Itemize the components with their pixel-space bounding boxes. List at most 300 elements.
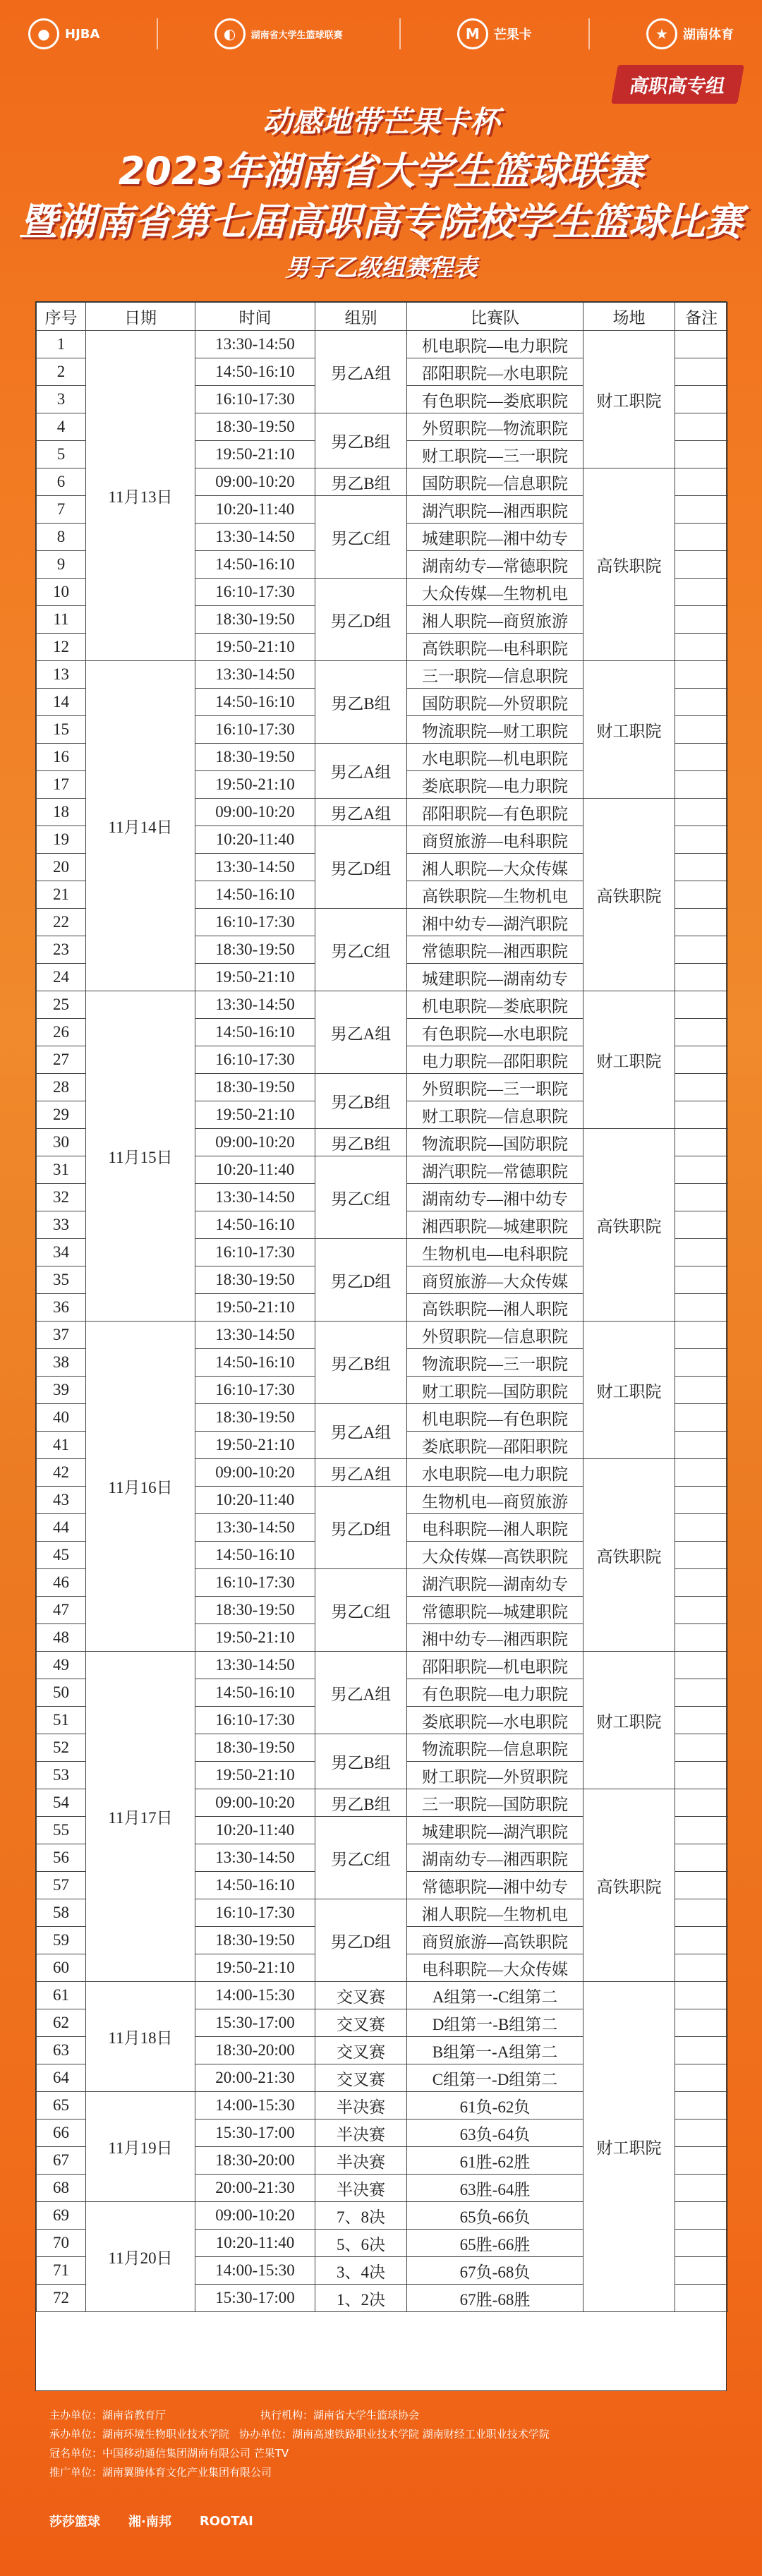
time-cell: 18:30-19:50 bbox=[195, 744, 315, 771]
table-header-row bbox=[37, 303, 728, 331]
time-cell: 18:30-19:50 bbox=[195, 1734, 315, 1762]
teams-cell: 财工职院—信息职院 bbox=[407, 1101, 583, 1129]
venue-cell: 财工职院 bbox=[583, 1982, 675, 2312]
time-cell: 18:30-19:50 bbox=[195, 1266, 315, 1294]
row-index: 46 bbox=[37, 1569, 86, 1597]
group-cell: 3、4决 bbox=[315, 2257, 407, 2285]
group-cell: 男乙A组 bbox=[315, 1459, 407, 1487]
time-cell: 10:20-11:40 bbox=[195, 1487, 315, 1514]
group-cell: 男乙B组 bbox=[315, 1789, 407, 1817]
group-cell: 半决赛 bbox=[315, 2175, 407, 2202]
row-index: 37 bbox=[37, 1322, 86, 1349]
time-cell: 13:30-14:50 bbox=[195, 1184, 315, 1211]
time-cell: 14:50-16:10 bbox=[195, 1542, 315, 1569]
group-cell: 男乙C组 bbox=[315, 1817, 407, 1899]
teams-cell: 高铁职院—电科职院 bbox=[407, 634, 583, 661]
time-cell: 14:50-16:10 bbox=[195, 1019, 315, 1046]
table-row bbox=[37, 1322, 728, 1349]
schedule-table bbox=[36, 302, 728, 2312]
table-row bbox=[37, 1652, 728, 1679]
remark-cell bbox=[675, 1184, 728, 1211]
row-index: 56 bbox=[37, 1844, 86, 1872]
teams-cell: 65负-66负 bbox=[407, 2202, 583, 2230]
remark-cell bbox=[675, 1487, 728, 1514]
row-index: 62 bbox=[37, 2009, 86, 2037]
remark-cell bbox=[675, 441, 728, 468]
remark-cell bbox=[675, 881, 728, 909]
time-cell: 19:50-21:10 bbox=[195, 1624, 315, 1652]
venue-cell: 高铁职院 bbox=[583, 468, 675, 661]
remark-cell bbox=[675, 1349, 728, 1377]
group-cell: 男乙B组 bbox=[315, 413, 407, 468]
row-index: 68 bbox=[37, 2175, 86, 2202]
row-index: 1 bbox=[37, 331, 86, 358]
time-cell: 13:30-14:50 bbox=[195, 1844, 315, 1872]
row-index: 40 bbox=[37, 1404, 86, 1432]
row-index: 51 bbox=[37, 1707, 86, 1734]
row-index: 48 bbox=[37, 1624, 86, 1652]
teams-cell: 城建职院—湘中幼专 bbox=[407, 524, 583, 551]
logo-text-hjba: HJBA bbox=[65, 26, 100, 42]
teams-cell: 外贸职院—信息职院 bbox=[407, 1322, 583, 1349]
teams-cell: 湘西职院—城建职院 bbox=[407, 1211, 583, 1239]
remark-cell bbox=[675, 524, 728, 551]
row-index: 42 bbox=[37, 1459, 86, 1487]
time-cell: 15:30-17:00 bbox=[195, 2285, 315, 2312]
remark-cell bbox=[675, 1982, 728, 2009]
divider bbox=[157, 18, 158, 49]
teams-cell: 机电职院—有色职院 bbox=[407, 1404, 583, 1432]
remark-cell bbox=[675, 716, 728, 744]
remark-cell bbox=[675, 2147, 728, 2175]
group-cell: 交叉赛 bbox=[315, 2009, 407, 2037]
time-cell: 10:20-11:40 bbox=[195, 826, 315, 854]
group-cell: 5、6决 bbox=[315, 2230, 407, 2257]
remark-cell bbox=[675, 1569, 728, 1597]
teams-cell: 水电职院—电力职院 bbox=[407, 1459, 583, 1487]
title-line-3: 暨湖南省第七届高职高专院校学生篮球比赛 bbox=[19, 200, 743, 244]
time-cell: 13:30-14:50 bbox=[195, 661, 315, 689]
remark-cell bbox=[675, 661, 728, 689]
teams-cell: 湘中幼专—湘西职院 bbox=[407, 1624, 583, 1652]
sponsor-2: 湘·南邦 bbox=[128, 2515, 171, 2529]
ball-icon: ◐ bbox=[214, 18, 246, 49]
row-index: 19 bbox=[37, 826, 86, 854]
remark-cell bbox=[675, 1074, 728, 1101]
row-index: 59 bbox=[37, 1927, 86, 1954]
row-index: 31 bbox=[37, 1156, 86, 1184]
group-cell: 男乙B组 bbox=[315, 1734, 407, 1789]
time-cell: 16:10-17:30 bbox=[195, 1569, 315, 1597]
remark-cell bbox=[675, 2230, 728, 2257]
group-cell: 男乙A组 bbox=[315, 991, 407, 1074]
remark-cell bbox=[675, 2175, 728, 2202]
date-cell: 11月17日 bbox=[86, 1652, 195, 1982]
remark-cell bbox=[675, 551, 728, 579]
time-cell: 19:50-21:10 bbox=[195, 441, 315, 468]
time-cell: 18:30-19:50 bbox=[195, 606, 315, 634]
teams-cell: 有色职院—水电职院 bbox=[407, 1019, 583, 1046]
time-cell: 10:20-11:40 bbox=[195, 496, 315, 524]
remark-cell bbox=[675, 413, 728, 441]
row-index: 15 bbox=[37, 716, 86, 744]
time-cell: 14:50-16:10 bbox=[195, 1872, 315, 1899]
teams-cell: 63胜-64胜 bbox=[407, 2175, 583, 2202]
row-index: 52 bbox=[37, 1734, 86, 1762]
teams-cell: 65胜-66胜 bbox=[407, 2230, 583, 2257]
time-cell: 13:30-14:50 bbox=[195, 1322, 315, 1349]
time-cell: 10:20-11:40 bbox=[195, 1817, 315, 1844]
time-cell: 18:30-19:50 bbox=[195, 1597, 315, 1624]
title-line-2: 2023年湖南省大学生篮球联赛 bbox=[118, 149, 644, 193]
footer-title-sponsor: 冠名单位：中国移动通信集团湖南有限公司 芒果TV bbox=[49, 2447, 289, 2460]
row-index: 57 bbox=[37, 1872, 86, 1899]
footer-organizer: 承办单位：湖南环境生物职业技术学院 bbox=[49, 2428, 230, 2441]
remark-cell bbox=[675, 386, 728, 413]
teams-cell: 湖南幼专—湘西职院 bbox=[407, 1844, 583, 1872]
group-cell: 男乙A组 bbox=[315, 799, 407, 826]
teams-cell: 财工职院—三一职院 bbox=[407, 441, 583, 468]
time-cell: 09:00-10:20 bbox=[195, 1129, 315, 1156]
teams-cell: 财工职院—外贸职院 bbox=[407, 1762, 583, 1789]
remark-cell bbox=[675, 1432, 728, 1459]
date-cell: 11月16日 bbox=[86, 1322, 195, 1652]
remark-cell bbox=[675, 1789, 728, 1817]
remark-cell bbox=[675, 1954, 728, 1982]
group-cell: 男乙A组 bbox=[315, 744, 407, 799]
group-cell: 交叉赛 bbox=[315, 1982, 407, 2009]
header-time: 时间 bbox=[195, 303, 315, 331]
row-index: 64 bbox=[37, 2064, 86, 2092]
teams-cell: 商贸旅游—高铁职院 bbox=[407, 1927, 583, 1954]
row-index: 30 bbox=[37, 1129, 86, 1156]
group-cell: 男乙D组 bbox=[315, 579, 407, 661]
remark-cell bbox=[675, 771, 728, 799]
teams-cell: 娄底职院—水电职院 bbox=[407, 1707, 583, 1734]
teams-cell: 娄底职院—电力职院 bbox=[407, 771, 583, 799]
venue-cell: 高铁职院 bbox=[583, 1789, 675, 1982]
sponsor-1: 莎莎篮球 bbox=[49, 2515, 100, 2529]
teams-cell: 三一职院—国防职院 bbox=[407, 1789, 583, 1817]
teams-cell: 外贸职院—物流职院 bbox=[407, 413, 583, 441]
remark-cell bbox=[675, 2202, 728, 2230]
row-index: 4 bbox=[37, 413, 86, 441]
remark-cell bbox=[675, 1679, 728, 1707]
teams-cell: 电科职院—湘人职院 bbox=[407, 1514, 583, 1542]
teams-cell: 高铁职院—生物机电 bbox=[407, 881, 583, 909]
footer-promoter: 推广单位：湖南翼腾体育文化产业集团有限公司 bbox=[49, 2466, 272, 2479]
remark-cell bbox=[675, 1734, 728, 1762]
schedule-sheet bbox=[35, 301, 727, 2391]
time-cell: 19:50-21:10 bbox=[195, 1954, 315, 1982]
row-index: 12 bbox=[37, 634, 86, 661]
date-cell: 11月14日 bbox=[86, 661, 195, 991]
time-cell: 13:30-14:50 bbox=[195, 991, 315, 1019]
row-index: 58 bbox=[37, 1899, 86, 1927]
time-cell: 18:30-20:00 bbox=[195, 2147, 315, 2175]
time-cell: 14:50-16:10 bbox=[195, 1349, 315, 1377]
time-cell: 16:10-17:30 bbox=[195, 1377, 315, 1404]
header-teams: 比赛队 bbox=[407, 303, 583, 331]
row-index: 2 bbox=[37, 358, 86, 386]
row-index: 39 bbox=[37, 1377, 86, 1404]
remark-cell bbox=[675, 1707, 728, 1734]
remark-cell bbox=[675, 991, 728, 1019]
time-cell: 16:10-17:30 bbox=[195, 1046, 315, 1074]
row-index: 43 bbox=[37, 1487, 86, 1514]
row-index: 70 bbox=[37, 2230, 86, 2257]
table-row bbox=[37, 331, 728, 358]
time-cell: 16:10-17:30 bbox=[195, 1899, 315, 1927]
time-cell: 14:00-15:30 bbox=[195, 2092, 315, 2120]
remark-cell bbox=[675, 634, 728, 661]
teams-cell: 湖南幼专—常德职院 bbox=[407, 551, 583, 579]
remark-cell bbox=[675, 1762, 728, 1789]
row-index: 29 bbox=[37, 1101, 86, 1129]
row-index: 36 bbox=[37, 1294, 86, 1322]
row-index: 35 bbox=[37, 1266, 86, 1294]
venue-cell: 财工职院 bbox=[583, 331, 675, 468]
row-index: 14 bbox=[37, 689, 86, 716]
row-index: 8 bbox=[37, 524, 86, 551]
mango-logo bbox=[457, 18, 532, 49]
time-cell: 13:30-14:50 bbox=[195, 854, 315, 881]
group-cell: 男乙B组 bbox=[315, 1074, 407, 1129]
table-row bbox=[37, 991, 728, 1019]
teams-cell: 城建职院—湖南幼专 bbox=[407, 964, 583, 991]
row-index: 11 bbox=[37, 606, 86, 634]
time-cell: 19:50-21:10 bbox=[195, 1762, 315, 1789]
remark-cell bbox=[675, 331, 728, 358]
row-index: 20 bbox=[37, 854, 86, 881]
time-cell: 14:50-16:10 bbox=[195, 551, 315, 579]
title-line-1: 动感地带芒果卡杯 bbox=[262, 104, 500, 139]
teams-cell: A组第一-C组第二 bbox=[407, 1982, 583, 2009]
remark-cell bbox=[675, 1872, 728, 1899]
group-cell: 交叉赛 bbox=[315, 2037, 407, 2064]
row-index: 32 bbox=[37, 1184, 86, 1211]
remark-cell bbox=[675, 2092, 728, 2120]
teams-cell: 大众传媒—高铁职院 bbox=[407, 1542, 583, 1569]
time-cell: 10:20-11:40 bbox=[195, 1156, 315, 1184]
row-index: 28 bbox=[37, 1074, 86, 1101]
logo-text-sports: 湖南体育 bbox=[683, 28, 734, 42]
remark-cell bbox=[675, 1652, 728, 1679]
venue-cell: 高铁职院 bbox=[583, 1459, 675, 1652]
group-cell: 男乙B组 bbox=[315, 1322, 407, 1404]
remark-cell bbox=[675, 1597, 728, 1624]
row-index: 17 bbox=[37, 771, 86, 799]
time-cell: 09:00-10:20 bbox=[195, 2202, 315, 2230]
remark-cell bbox=[675, 799, 728, 826]
league-logo bbox=[214, 18, 343, 49]
divider bbox=[399, 18, 401, 49]
remark-cell bbox=[675, 1377, 728, 1404]
row-index: 61 bbox=[37, 1982, 86, 2009]
footer-host: 主办单位：湖南省教育厅 bbox=[49, 2409, 167, 2421]
remark-cell bbox=[675, 1019, 728, 1046]
remark-cell bbox=[675, 826, 728, 854]
group-cell: 男乙B组 bbox=[315, 468, 407, 496]
basketball-icon: ● bbox=[28, 18, 59, 49]
venue-cell: 财工职院 bbox=[583, 661, 675, 799]
row-index: 9 bbox=[37, 551, 86, 579]
teams-cell: 生物机电—商贸旅游 bbox=[407, 1487, 583, 1514]
header-group: 组别 bbox=[315, 303, 407, 331]
teams-cell: 高铁职院—湘人职院 bbox=[407, 1294, 583, 1322]
time-cell: 20:00-21:30 bbox=[195, 2064, 315, 2092]
group-cell: 半决赛 bbox=[315, 2092, 407, 2120]
remark-cell bbox=[675, 358, 728, 386]
teams-cell: 电科职院—大众传媒 bbox=[407, 1954, 583, 1982]
remark-cell bbox=[675, 2285, 728, 2312]
time-cell: 18:30-19:50 bbox=[195, 936, 315, 964]
group-cell: 男乙C组 bbox=[315, 496, 407, 579]
remark-cell bbox=[675, 964, 728, 991]
teams-cell: 机电职院—电力职院 bbox=[407, 331, 583, 358]
time-cell: 16:10-17:30 bbox=[195, 909, 315, 936]
group-cell: 男乙C组 bbox=[315, 1156, 407, 1239]
teams-cell: 常德职院—湘中幼专 bbox=[407, 1872, 583, 1899]
teams-cell: 生物机电—电科职院 bbox=[407, 1239, 583, 1266]
sports-logo bbox=[646, 18, 734, 49]
teams-cell: 湖汽职院—湖南幼专 bbox=[407, 1569, 583, 1597]
row-index: 44 bbox=[37, 1514, 86, 1542]
teams-cell: 商贸旅游—大众传媒 bbox=[407, 1266, 583, 1294]
divider bbox=[588, 18, 590, 49]
time-cell: 15:30-17:00 bbox=[195, 2120, 315, 2147]
remark-cell bbox=[675, 1899, 728, 1927]
time-cell: 14:50-16:10 bbox=[195, 689, 315, 716]
time-cell: 19:50-21:10 bbox=[195, 1432, 315, 1459]
date-cell: 11月15日 bbox=[86, 991, 195, 1322]
row-index: 24 bbox=[37, 964, 86, 991]
time-cell: 13:30-14:50 bbox=[195, 1514, 315, 1542]
logo-text-league: 湖南省大学生篮球联赛 bbox=[250, 30, 343, 41]
remark-cell bbox=[675, 579, 728, 606]
header-venue: 场地 bbox=[583, 303, 675, 331]
row-index: 63 bbox=[37, 2037, 86, 2064]
venue-cell: 财工职院 bbox=[583, 991, 675, 1129]
remark-cell bbox=[675, 1459, 728, 1487]
teams-cell: 物流职院—财工职院 bbox=[407, 716, 583, 744]
time-cell: 14:50-16:10 bbox=[195, 881, 315, 909]
row-index: 54 bbox=[37, 1789, 86, 1817]
time-cell: 09:00-10:20 bbox=[195, 1459, 315, 1487]
time-cell: 18:30-19:50 bbox=[195, 1404, 315, 1432]
remark-cell bbox=[675, 854, 728, 881]
teams-cell: 国防职院—信息职院 bbox=[407, 468, 583, 496]
group-cell: 男乙A组 bbox=[315, 1652, 407, 1734]
remark-cell bbox=[675, 744, 728, 771]
row-index: 13 bbox=[37, 661, 86, 689]
row-index: 34 bbox=[37, 1239, 86, 1266]
remark-cell bbox=[675, 1844, 728, 1872]
row-index: 38 bbox=[37, 1349, 86, 1377]
time-cell: 19:50-21:10 bbox=[195, 1101, 315, 1129]
group-cell: 男乙A组 bbox=[315, 1404, 407, 1459]
teams-cell: 湘人职院—商贸旅游 bbox=[407, 606, 583, 634]
group-cell: 男乙B组 bbox=[315, 661, 407, 744]
remark-cell bbox=[675, 1817, 728, 1844]
time-cell: 18:30-19:50 bbox=[195, 413, 315, 441]
group-cell: 男乙B组 bbox=[315, 1129, 407, 1156]
row-index: 66 bbox=[37, 2120, 86, 2147]
time-cell: 19:50-21:10 bbox=[195, 771, 315, 799]
row-index: 55 bbox=[37, 1817, 86, 1844]
teams-cell: 大众传媒—生物机电 bbox=[407, 579, 583, 606]
venue-cell: 高铁职院 bbox=[583, 1129, 675, 1322]
row-index: 50 bbox=[37, 1679, 86, 1707]
teams-cell: 邵阳职院—水电职院 bbox=[407, 358, 583, 386]
teams-cell: 67胜-68胜 bbox=[407, 2285, 583, 2312]
remark-cell bbox=[675, 496, 728, 524]
date-cell: 11月18日 bbox=[86, 1982, 195, 2092]
group-cell: 男乙C组 bbox=[315, 1569, 407, 1652]
row-index: 23 bbox=[37, 936, 86, 964]
table-row bbox=[37, 1982, 728, 2009]
remark-cell bbox=[675, 1514, 728, 1542]
remark-cell bbox=[675, 909, 728, 936]
time-cell: 16:10-17:30 bbox=[195, 386, 315, 413]
group-cell: 半决赛 bbox=[315, 2147, 407, 2175]
teams-cell: 机电职院—娄底职院 bbox=[407, 991, 583, 1019]
logo-bar bbox=[28, 13, 734, 55]
logo-text-mango: 芒果卡 bbox=[493, 28, 532, 42]
footer-credits bbox=[49, 2406, 727, 2482]
row-index: 45 bbox=[37, 1542, 86, 1569]
teams-cell: 三一职院—信息职院 bbox=[407, 661, 583, 689]
time-cell: 16:10-17:30 bbox=[195, 1239, 315, 1266]
teams-cell: 61胜-62胜 bbox=[407, 2147, 583, 2175]
hjba-logo bbox=[28, 18, 99, 49]
venue-cell: 高铁职院 bbox=[583, 799, 675, 991]
time-cell: 18:30-20:00 bbox=[195, 2037, 315, 2064]
row-index: 21 bbox=[37, 881, 86, 909]
schedule-subtitle: 男子乙级组赛程表 bbox=[285, 254, 477, 282]
row-index: 16 bbox=[37, 744, 86, 771]
teams-cell: 商贸旅游—电科职院 bbox=[407, 826, 583, 854]
group-cell: 1、2决 bbox=[315, 2285, 407, 2312]
time-cell: 18:30-19:50 bbox=[195, 1927, 315, 1954]
teams-cell: 城建职院—湖汽职院 bbox=[407, 1817, 583, 1844]
remark-cell bbox=[675, 2037, 728, 2064]
teams-cell: 湘人职院—生物机电 bbox=[407, 1899, 583, 1927]
teams-cell: 湖汽职院—湘西职院 bbox=[407, 496, 583, 524]
row-index: 7 bbox=[37, 496, 86, 524]
remark-cell bbox=[675, 1624, 728, 1652]
time-cell: 16:10-17:30 bbox=[195, 1707, 315, 1734]
time-cell: 19:50-21:10 bbox=[195, 1294, 315, 1322]
m-icon: M bbox=[457, 18, 488, 49]
time-cell: 20:00-21:30 bbox=[195, 2175, 315, 2202]
remark-cell bbox=[675, 1404, 728, 1432]
time-cell: 09:00-10:20 bbox=[195, 799, 315, 826]
row-index: 41 bbox=[37, 1432, 86, 1459]
remark-cell bbox=[675, 2257, 728, 2285]
teams-cell: 娄底职院—邵阳职院 bbox=[407, 1432, 583, 1459]
row-index: 3 bbox=[37, 386, 86, 413]
remark-cell bbox=[675, 1294, 728, 1322]
remark-cell bbox=[675, 1101, 728, 1129]
teams-cell: 外贸职院—三一职院 bbox=[407, 1074, 583, 1101]
remark-cell bbox=[675, 1322, 728, 1349]
date-cell: 11月19日 bbox=[86, 2092, 195, 2202]
teams-cell: 国防职院—外贸职院 bbox=[407, 689, 583, 716]
row-index: 26 bbox=[37, 1019, 86, 1046]
remark-cell bbox=[675, 2009, 728, 2037]
teams-cell: 61负-62负 bbox=[407, 2092, 583, 2120]
